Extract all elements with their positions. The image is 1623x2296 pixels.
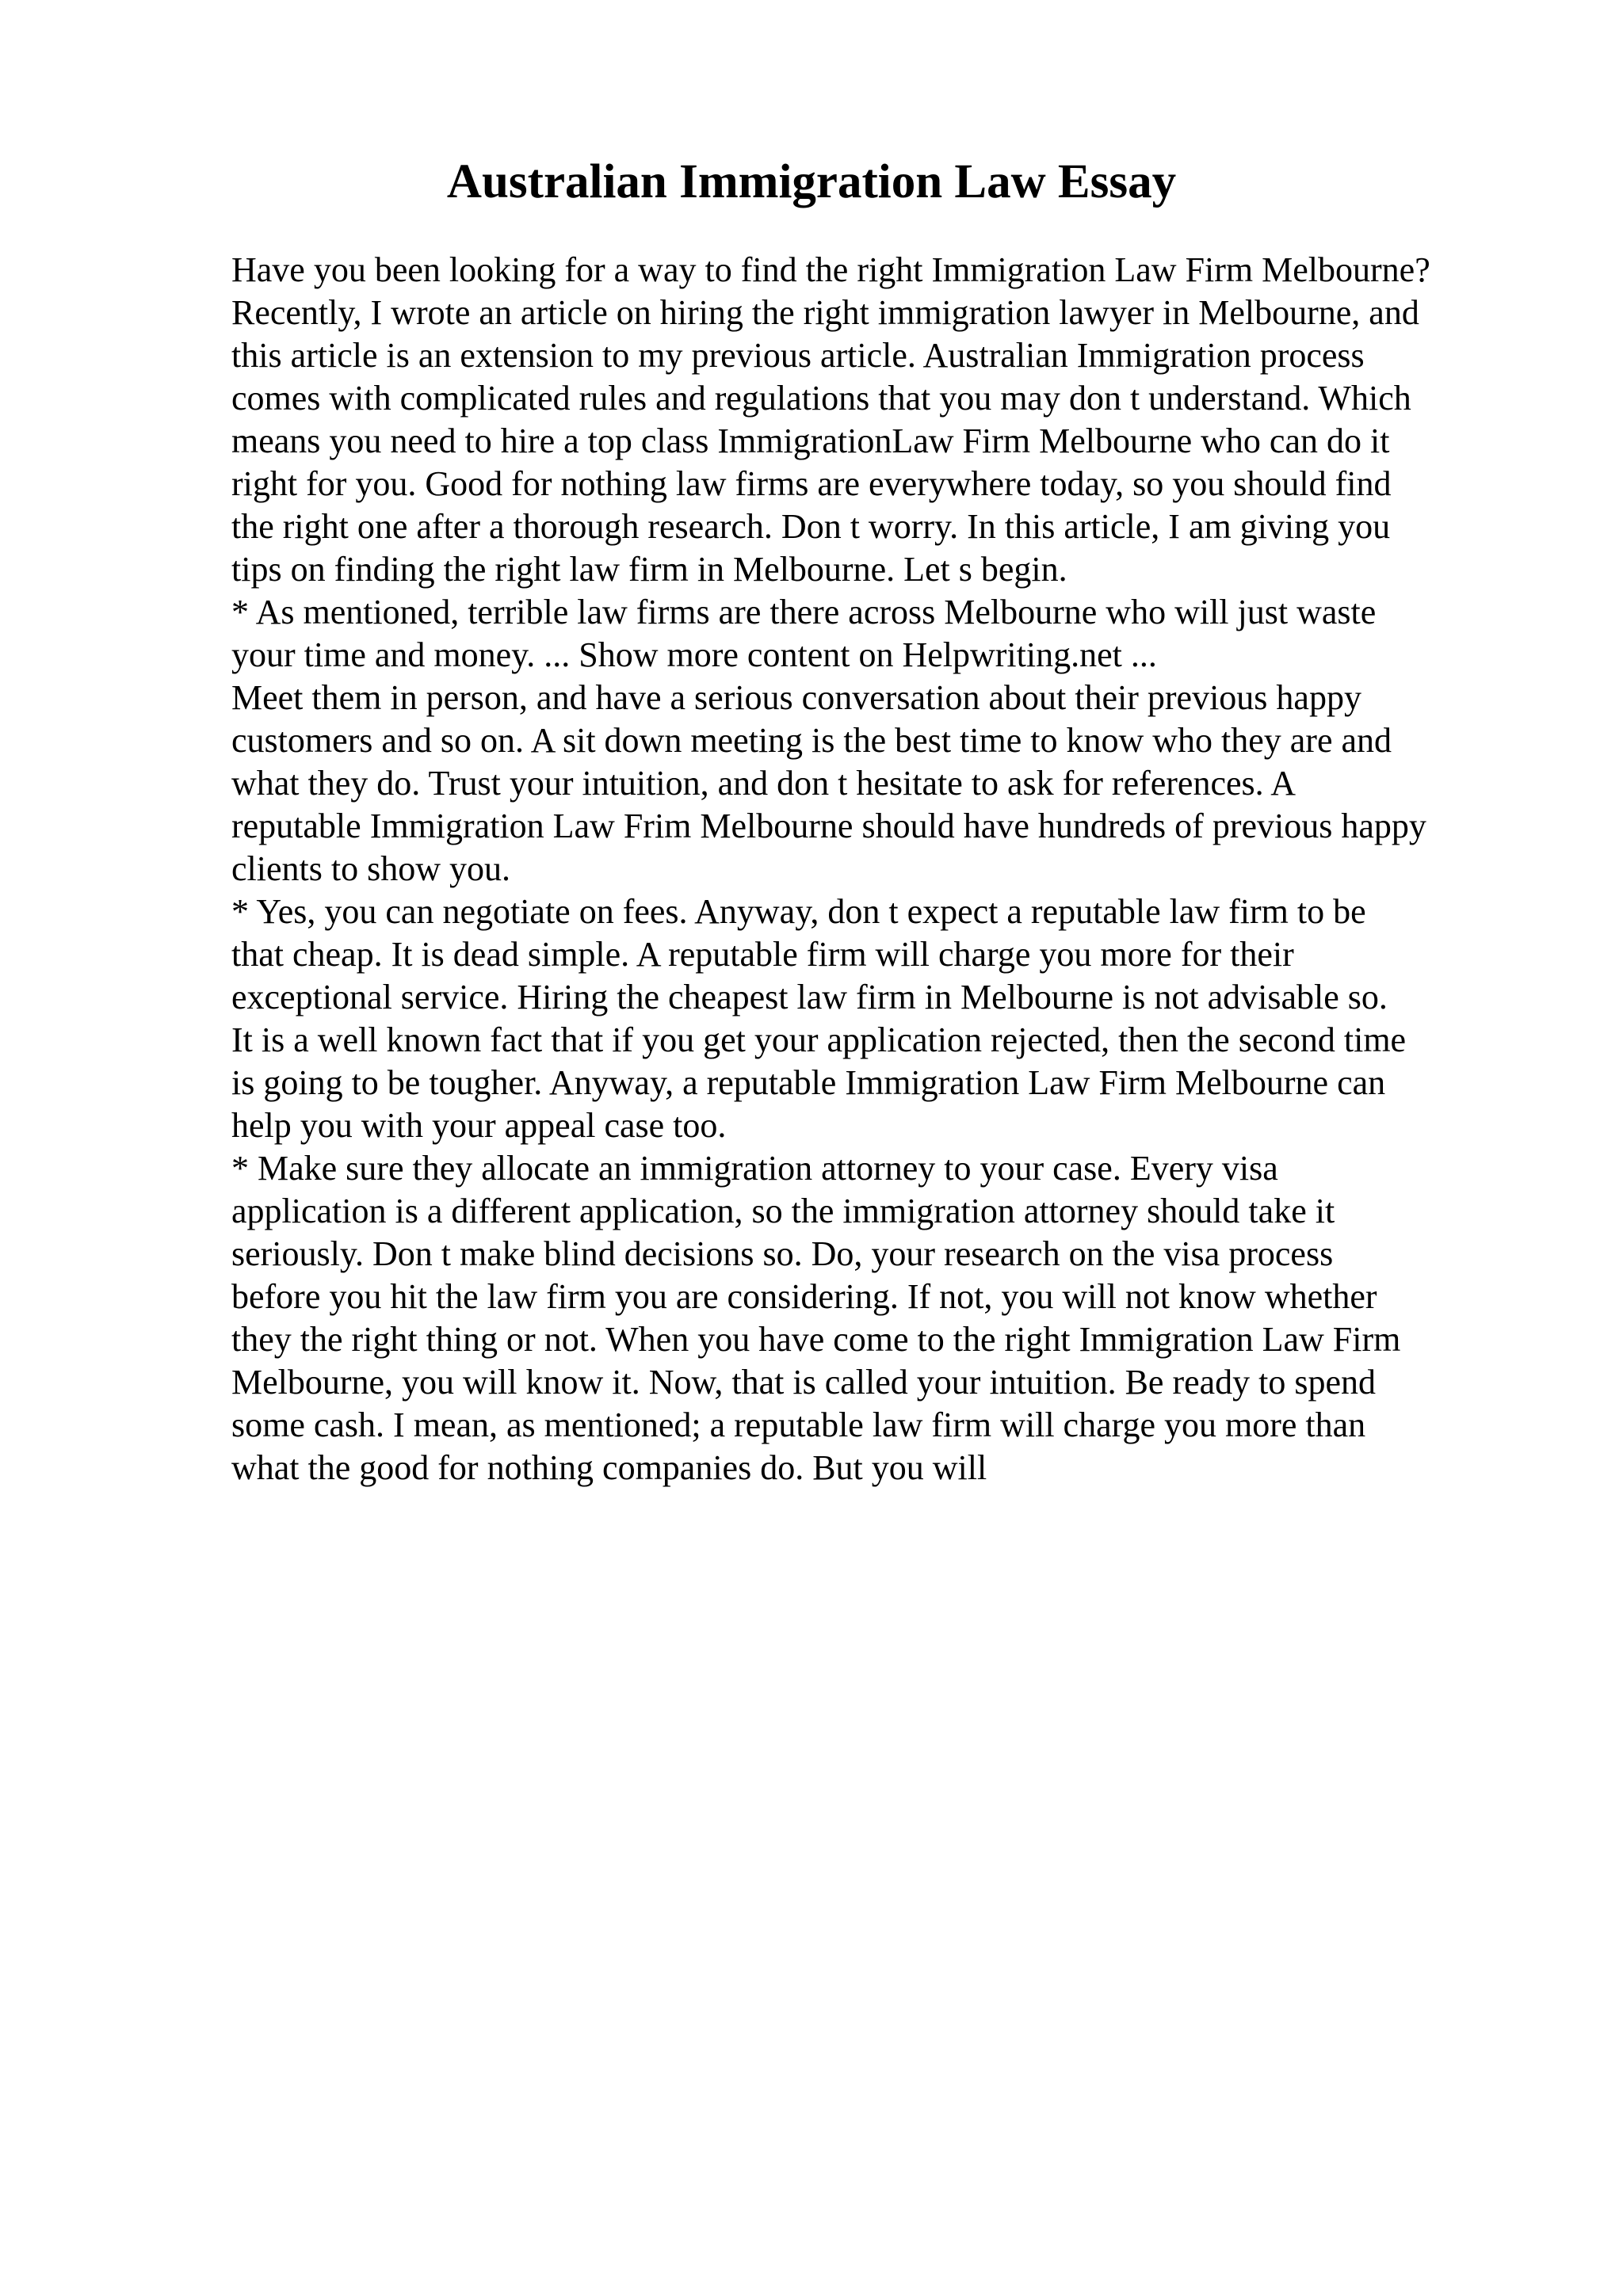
- text-line: * Yes, you can negotiate on fees. Anyway, don t expect a reputable law firm to be: [231, 892, 1366, 931]
- text-line: * Make sure they allocate an immigration attorney to your case. Every visa: [231, 1149, 1278, 1188]
- text-line: that cheap. It is dead simple. A reputable firm will charge you more for their: [231, 935, 1294, 974]
- text-line: right for you. Good for nothing law firms are everywhere today, so you should find: [231, 464, 1392, 503]
- text-line: reputable Immigration Law Frim Melbourne should have hundreds of previous happy: [231, 807, 1426, 845]
- text-line: they the right thing or not. When you have come to the right Immigration Law Firm: [231, 1320, 1401, 1359]
- text-line: Melbourne, you will know it. Now, that is called your intuition. Be ready to spend: [231, 1363, 1377, 1402]
- text-line: is going to be tougher. Anyway, a reputable Immigration Law Firm Melbourne can: [231, 1063, 1386, 1102]
- text-line: clients to show you.: [231, 849, 510, 888]
- document-title: Australian Immigration Law Essay: [446, 155, 1177, 208]
- text-line: Have you been looking for a way to find the right Immigration Law Firm Melbourne?: [231, 250, 1430, 289]
- document-body: [231, 249, 1515, 1489]
- text-line: help you with your appeal case too.: [231, 1106, 727, 1145]
- text-line: tips on finding the right law firm in Melbourne. Let s begin.: [231, 550, 1067, 589]
- text-line: comes with complicated rules and regulations that you may don t understand. Which: [231, 379, 1411, 418]
- text-line: your time and money. ... Show more content on Helpwriting.net ...: [231, 635, 1157, 674]
- text-line: seriously. Don t make blind decisions so. Do, your research on the visa process: [231, 1234, 1334, 1273]
- text-line: before you hit the law firm you are considering. If not, you will not know whether: [231, 1277, 1377, 1316]
- text-line: It is a well known fact that if you get your application rejected, then the second time: [231, 1020, 1407, 1059]
- text-line: what they do. Trust your intuition, and don t hesitate to ask for references. A: [231, 764, 1296, 803]
- text-line: some cash. I mean, as mentioned; a reputable law firm will charge you more than: [231, 1405, 1366, 1444]
- text-line: customers and so on. A sit down meeting is the best time to know who they are and: [231, 721, 1392, 760]
- text-line: exceptional service. Hiring the cheapest law firm in Melbourne is not advisable so.: [231, 978, 1388, 1016]
- text-line: what the good for nothing companies do. But you will: [231, 1448, 987, 1487]
- text-line: this article is an extension to my previous article. Australian Immigration process: [231, 336, 1365, 375]
- text-line: Meet them in person, and have a serious conversation about their previous happy: [231, 678, 1361, 717]
- text-line: * As mentioned, terrible law firms are there across Melbourne who will just waste: [231, 593, 1377, 631]
- text-line: application is a different application, so the immigration attorney should take it: [231, 1192, 1335, 1230]
- text-line: Recently, I wrote an article on hiring the right immigration lawyer in Melbourne, and: [231, 293, 1419, 332]
- text-line: means you need to hire a top class ImmigrationLaw Firm Melbourne who can do it: [231, 421, 1390, 460]
- text-line: the right one after a thorough research. Don t worry. In this article, I am giving you: [231, 507, 1391, 546]
